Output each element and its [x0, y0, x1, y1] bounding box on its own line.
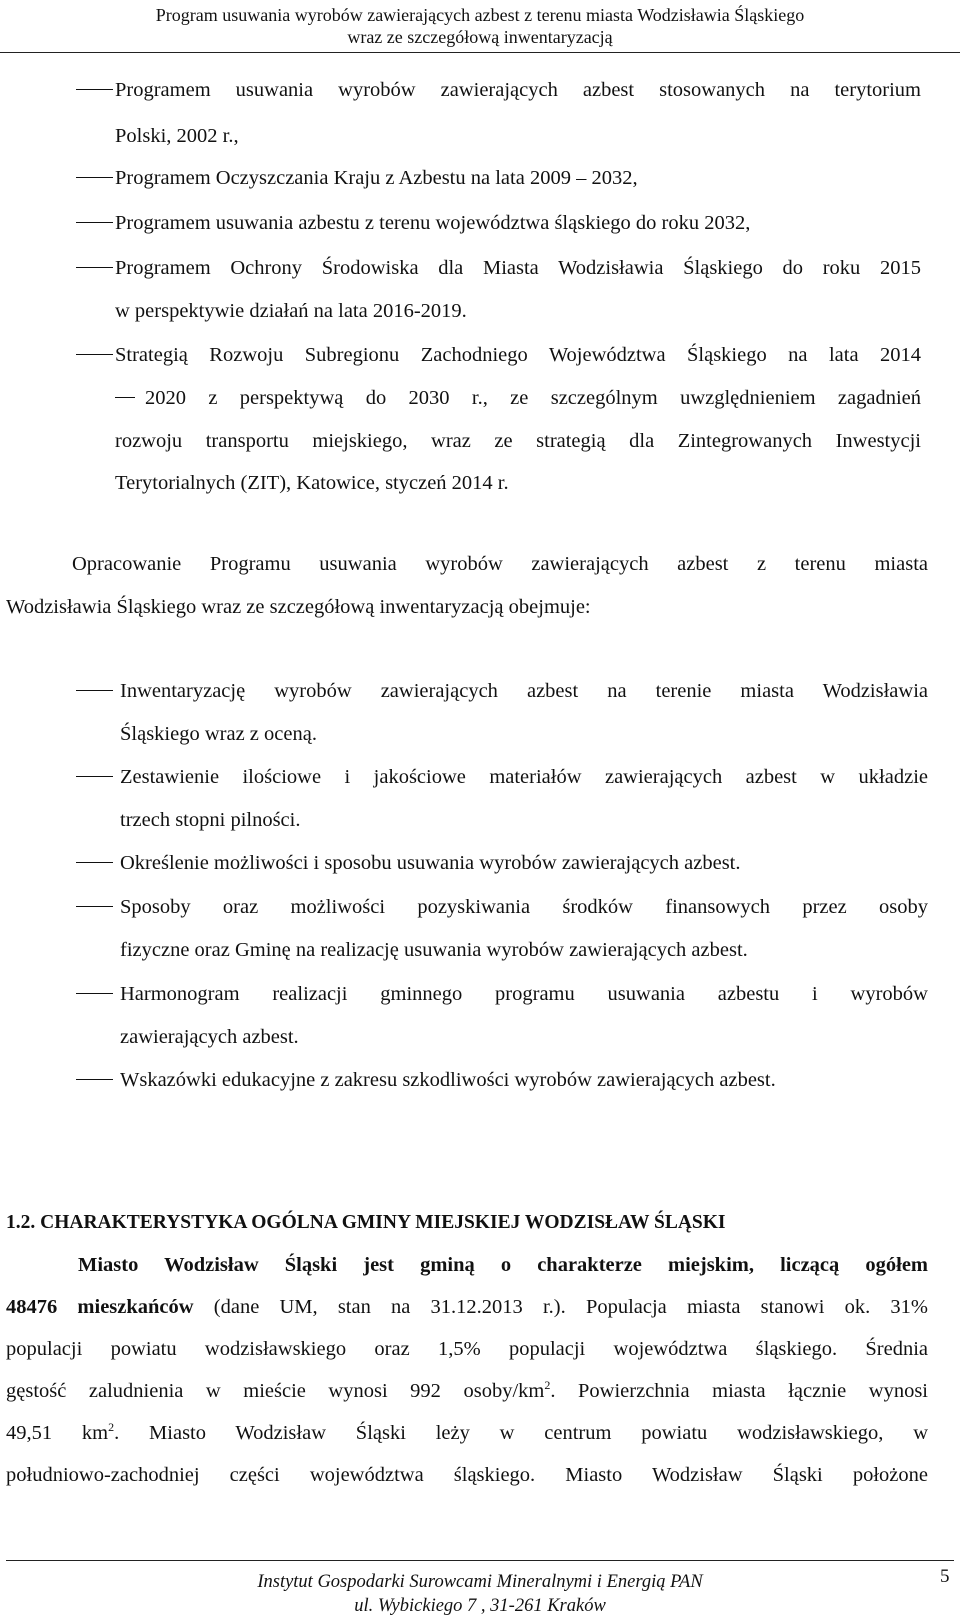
footer-line-1: Instytut Gospodarki Surowcami Mineralnymi i Energią PAN: [257, 1572, 703, 1592]
list-item-cont: w perspektywie działań na lata 2016-2019.: [115, 300, 467, 322]
running-footer: [0, 1570, 960, 1618]
header-line-1: Program usuwania wyrobów zawierających azbest z terenu miasta Wodzisławia Śląskiego: [155, 5, 805, 25]
superscript: 2: [108, 1420, 115, 1434]
list-item: Sposoby oraz możliwości pozyskiwania środków finansowych przez osoby: [120, 896, 928, 918]
body-line-1: Miasto Wodzisław Śląski jest gminą o charakterze miejskim, liczącą ogółem: [78, 1254, 928, 1276]
dash-bullet: [76, 89, 113, 90]
section-heading: 1.2. CHARAKTERYSTYKA OGÓLNA GMINY MIEJSKIEJ WODZISŁAW ŚLĄSKI: [6, 1212, 726, 1233]
list-item: Programem Ochrony Środowiska dla Miasta Wodzisławia Śląskiego do roku 2015: [115, 257, 921, 279]
body-line-4: [6, 1379, 928, 1403]
page-number: 5: [940, 1566, 950, 1587]
list-item: Strategią Rozwoju Subregionu Zachodniego Województwa Śląskiego na lata 2014: [115, 344, 921, 366]
list-item-cont: zawierających azbest.: [120, 1026, 299, 1048]
dash-bullet: [115, 397, 135, 398]
dash-bullet: [76, 776, 113, 777]
body-line-4-a: gęstość zaludnienia w mieście wynosi 992 osoby/km: [6, 1380, 545, 1402]
dash-bullet: [76, 222, 113, 223]
list-item-cont: Terytorialnych (ZIT), Katowice, styczeń 2014 r.: [115, 472, 509, 494]
list-item-cont: Polski, 2002 r.,: [115, 125, 239, 147]
body-line-2: [6, 1295, 928, 1319]
body-line-2-rest: (dane UM, stan na 31.12.2013 r.). Populacja miasta stanowi ok. 31%: [193, 1296, 928, 1318]
dash-bullet: [76, 906, 113, 907]
list-item-cont: trzech stopni pilności.: [120, 809, 301, 831]
header-rule: [0, 52, 960, 53]
list-item-cont: 2020 z perspektywą do 2030 r., ze szczególnym uwzględnieniem zagadnień: [145, 387, 921, 409]
list-item-cont: rozwoju transportu miejskiego, wraz ze strategią dla Zintegrowanych Inwestycji: [115, 430, 921, 452]
list-item: Programem usuwania azbestu z terenu województwa śląskiego do roku 2032,: [115, 212, 751, 234]
list-item: Programem Oczyszczania Kraju z Azbestu na lata 2009 – 2032,: [115, 167, 638, 189]
intro-line-1: Opracowanie Programu usuwania wyrobów zawierających azbest z terenu miasta: [72, 553, 928, 575]
list-item-cont: Śląskiego wraz z oceną.: [120, 723, 317, 745]
list-item: Określenie możliwości i sposobu usuwania wyrobów zawierających azbest.: [120, 852, 741, 874]
dash-bullet: [76, 690, 113, 691]
footer-line-2: ul. Wybickiego 7 , 31-261 Kraków: [354, 1596, 606, 1616]
body-line-4-b: . Powierzchnia miasta łącznie wynosi: [550, 1380, 928, 1402]
running-header: [0, 4, 960, 48]
list-item-cont: fizyczne oraz Gminę na realizację usuwania wyrobów zawierających azbest.: [120, 939, 748, 961]
dash-bullet: [76, 354, 113, 355]
footer-rule: [6, 1560, 954, 1561]
body-line-5-b: . Miasto Wodzisław Śląski leży w centrum powiatu wodzisławskiego, w: [114, 1422, 928, 1444]
body-line-5-a: 49,51 km: [6, 1422, 109, 1444]
dash-bullet: [76, 993, 113, 994]
population-count: 48476 mieszkańców: [6, 1296, 194, 1318]
list-item: Programem usuwania wyrobów zawierających azbest stosowanych na terytorium: [115, 79, 921, 101]
dash-bullet: [76, 177, 113, 178]
list-item: Harmonogram realizacji gminnego programu usuwania azbestu i wyrobów: [120, 983, 928, 1005]
list-item: Inwentaryzację wyrobów zawierających azbest na terenie miasta Wodzisławia: [120, 680, 928, 702]
body-line-3: populacji powiatu wodzisławskiego oraz 1,5% populacji województwa śląskiego. Średnia: [6, 1338, 928, 1360]
dash-bullet: [76, 1079, 113, 1080]
body-line-5: [6, 1421, 928, 1445]
intro-line-2: Wodzisławia Śląskiego wraz ze szczegółową inwentaryzacją obejmuje:: [6, 596, 591, 618]
body-line-6: południowo-zachodniej części województwa śląskiego. Miasto Wodzisław Śląski położone: [6, 1464, 928, 1486]
superscript: 2: [544, 1378, 551, 1392]
list-item: Zestawienie ilościowe i jakościowe materiałów zawierających azbest w układzie: [120, 766, 928, 788]
dash-bullet: [76, 267, 113, 268]
list-item: Wskazówki edukacyjne z zakresu szkodliwości wyrobów zawierających azbest.: [120, 1069, 776, 1091]
header-line-2: wraz ze szczegółową inwentaryzacją: [347, 27, 613, 47]
dash-bullet: [76, 862, 113, 863]
